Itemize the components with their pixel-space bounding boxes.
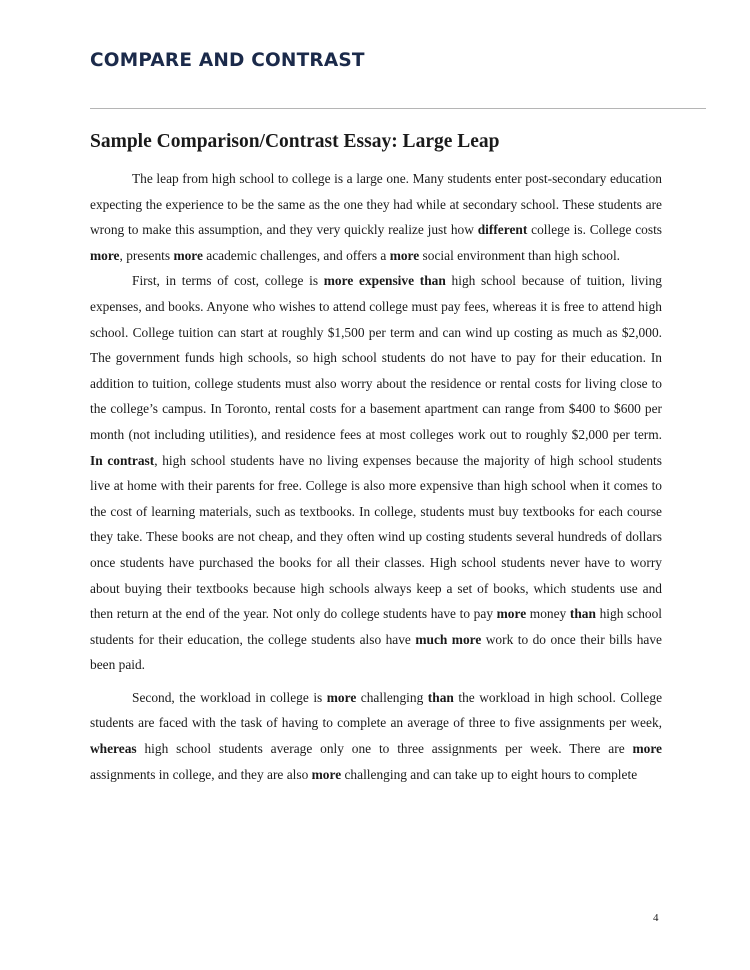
paragraph-text: assignments in college, and they are also — [90, 766, 312, 782]
emphasis-text: more — [496, 606, 527, 622]
paragraph-text: high school students for their education, the college students also have — [90, 606, 663, 647]
emphasis-text: more — [311, 766, 342, 782]
paragraph-text: money — [526, 606, 570, 622]
paragraph-text: work to do once their bills have been paid. — [90, 631, 662, 673]
paragraph-text: Second, the workload in college is — [132, 689, 327, 705]
page-number: 4 — [653, 912, 659, 924]
essay-paragraph — [90, 685, 662, 787]
paragraph-text: the workload in high school. College students are faced with the task of having to complete an average of three to five assignments per week, — [90, 689, 663, 731]
emphasis-text: In contrast — [90, 452, 155, 468]
emphasis-text: more — [326, 689, 357, 705]
paragraph-text: high school students average only one to three assignments per week. There are — [136, 741, 633, 757]
header-divider — [90, 108, 706, 109]
emphasis-text: than — [569, 606, 596, 622]
emphasis-text: whereas — [90, 741, 137, 757]
emphasis-text: more — [632, 741, 662, 757]
paragraph-text: social environment than high school. — [419, 247, 621, 263]
paragraph-text: , presents — [119, 247, 174, 263]
emphasis-text: than — [427, 689, 454, 705]
paragraph-text: high school because of tuition, living expenses, and books. Anyone who wishes to attend college must pay fees, whereas it is free to attend high school. College tuition can start at roughly $1,500 per term and can wind up costing as much as $2,000. The government funds high schools, so high school students do not have to pay for their education. In addition to tuition, college students must also worry about the residence or rental costs for living close to the college’s campus. In Toronto, rental costs for a basement apartment can range from $400 to $600 per month (not including utilities), and residence fees at most colleges work out to roughly $2,000 per term. — [90, 273, 662, 442]
emphasis-text: more expensive than — [323, 273, 446, 289]
emphasis-text: more — [389, 247, 420, 263]
emphasis-text: more — [173, 247, 203, 263]
essay-body — [90, 166, 662, 787]
paragraph-text: The leap from high school to college is a large one. Many students enter post-secondary education expecting the experience to be the same as the one they had while at secondary school. These students are wrong to make this assumption, and they very quickly realize just how — [90, 171, 662, 238]
essay-paragraph — [90, 166, 662, 268]
paragraph-text: First, in terms of cost, college is — [132, 273, 324, 289]
paragraph-text: college is. College costs — [527, 222, 663, 238]
paragraph-text: challenging — [356, 689, 428, 705]
essay-title: Sample Comparison/Contrast Essay: Large Leap — [90, 131, 500, 152]
paragraph-text: , high school students have no living expenses because the majority of high school students live at home with their parents for free. College is also more expensive than high school when it comes to the cost of learning materials, such as textbooks. In college, students must buy textbooks for each course they take. These books are not cheap, and they often wind up costing students several hundreds of dollars once students have purchased the books for all their classes. High school students never have to worry about buying their textbooks because high schools always keep a set of books, which students use and then return at the end of the year. Not only do college students have to pay — [90, 452, 662, 622]
essay-paragraph — [90, 268, 662, 678]
emphasis-text: much more — [415, 631, 482, 647]
paragraph-text: academic challenges, and offers a — [202, 247, 390, 263]
header-title: COMPARE AND CONTRAST — [90, 50, 365, 71]
paragraph-text: challenging and can take up to eight hours to complete — [341, 766, 638, 782]
emphasis-text: more — [90, 247, 120, 263]
emphasis-text: different — [477, 222, 528, 238]
